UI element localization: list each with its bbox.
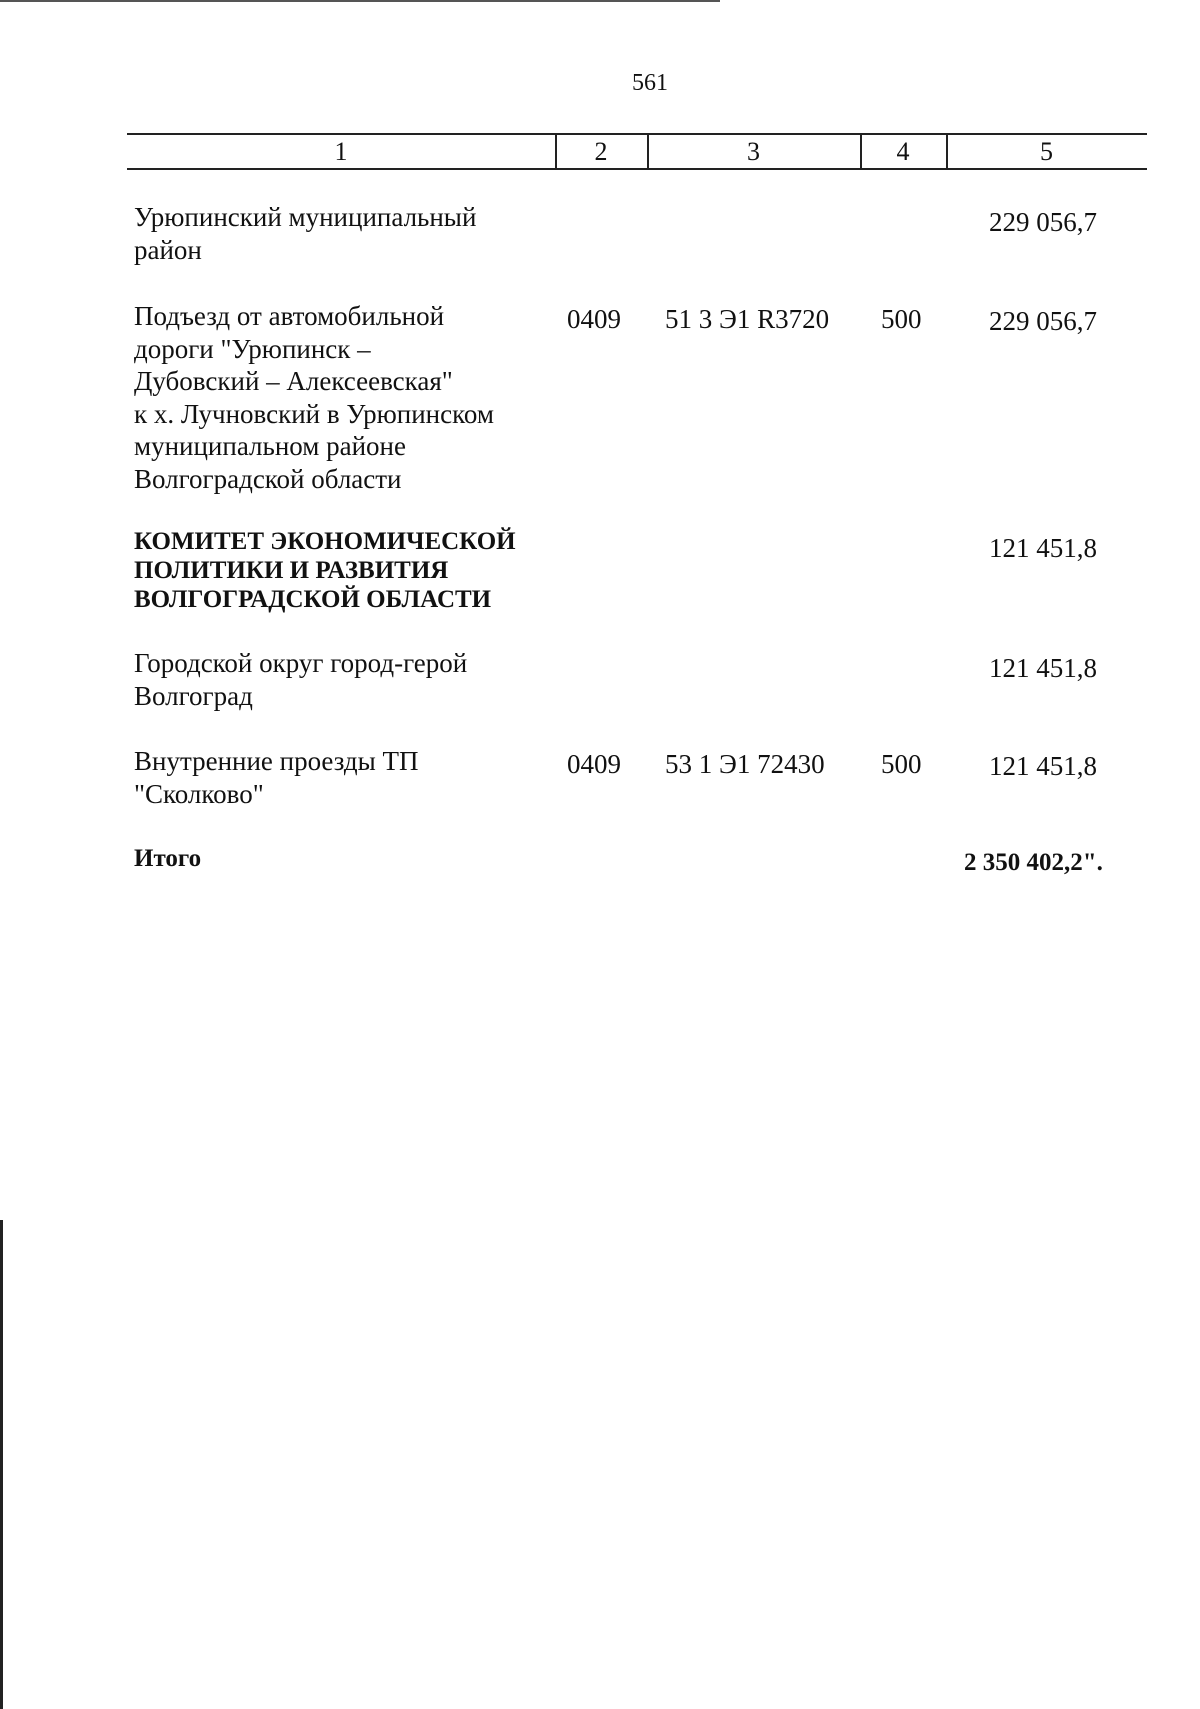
row-name-line: Дубовский – Алексеевская" [134, 366, 453, 396]
row-code: 53 1 Э1 72430 [665, 749, 825, 779]
row-amount: 121 451,8 [989, 533, 1097, 563]
row-name-line: "Сколково" [134, 778, 264, 809]
row-amount: 229 056,7 [989, 207, 1097, 237]
row-name-line: Подъезд от автомобильной [134, 301, 445, 331]
row-type: 500 [881, 304, 922, 334]
row-name-line: ВОЛГОГРАДСКОЙ ОБЛАСТИ [134, 586, 492, 613]
row-name-line: ПОЛИТИКИ И РАЗВИТИЯ [134, 557, 449, 584]
row-name-line: Городской округ город-герой [134, 648, 468, 678]
row-section: 0409 [567, 749, 621, 779]
row-type: 500 [881, 749, 922, 779]
row-name-line: Волгоградской области [134, 463, 402, 494]
header-col-3: 3 [747, 137, 760, 166]
page-number: 561 [632, 70, 668, 96]
row-code: 51 3 Э1 R3720 [665, 304, 830, 334]
row-amount: 121 451,8 [989, 653, 1097, 683]
row-name-line: муниципальном районе [134, 431, 406, 461]
row-name-line: дороги "Урюпинск – [134, 333, 371, 364]
header-col-5: 5 [1040, 137, 1053, 166]
row-name-line: КОМИТЕТ ЭКОНОМИЧЕСКОЙ [134, 528, 516, 555]
row-section: 0409 [567, 304, 621, 334]
header-col-2: 2 [594, 137, 608, 166]
row-amount: 229 056,7 [989, 306, 1097, 336]
total-label: Итого [134, 845, 202, 872]
total-amount: 2 350 402,2". [964, 849, 1103, 876]
header-col-4: 4 [896, 137, 910, 166]
header-col-1: 1 [334, 137, 348, 166]
row-name-line: Внутренние проезды ТП [134, 746, 419, 776]
row-name-line: район [134, 234, 202, 265]
row-name-line: Волгоград [134, 680, 253, 711]
row-name-line: к х. Лучновский в Урюпинском [134, 398, 494, 429]
row-amount: 121 451,8 [989, 751, 1097, 781]
scan-edge-left [0, 1220, 3, 1709]
scan-edge-top [0, 0, 720, 2]
row-name-line: Урюпинский муниципальный [134, 202, 477, 232]
